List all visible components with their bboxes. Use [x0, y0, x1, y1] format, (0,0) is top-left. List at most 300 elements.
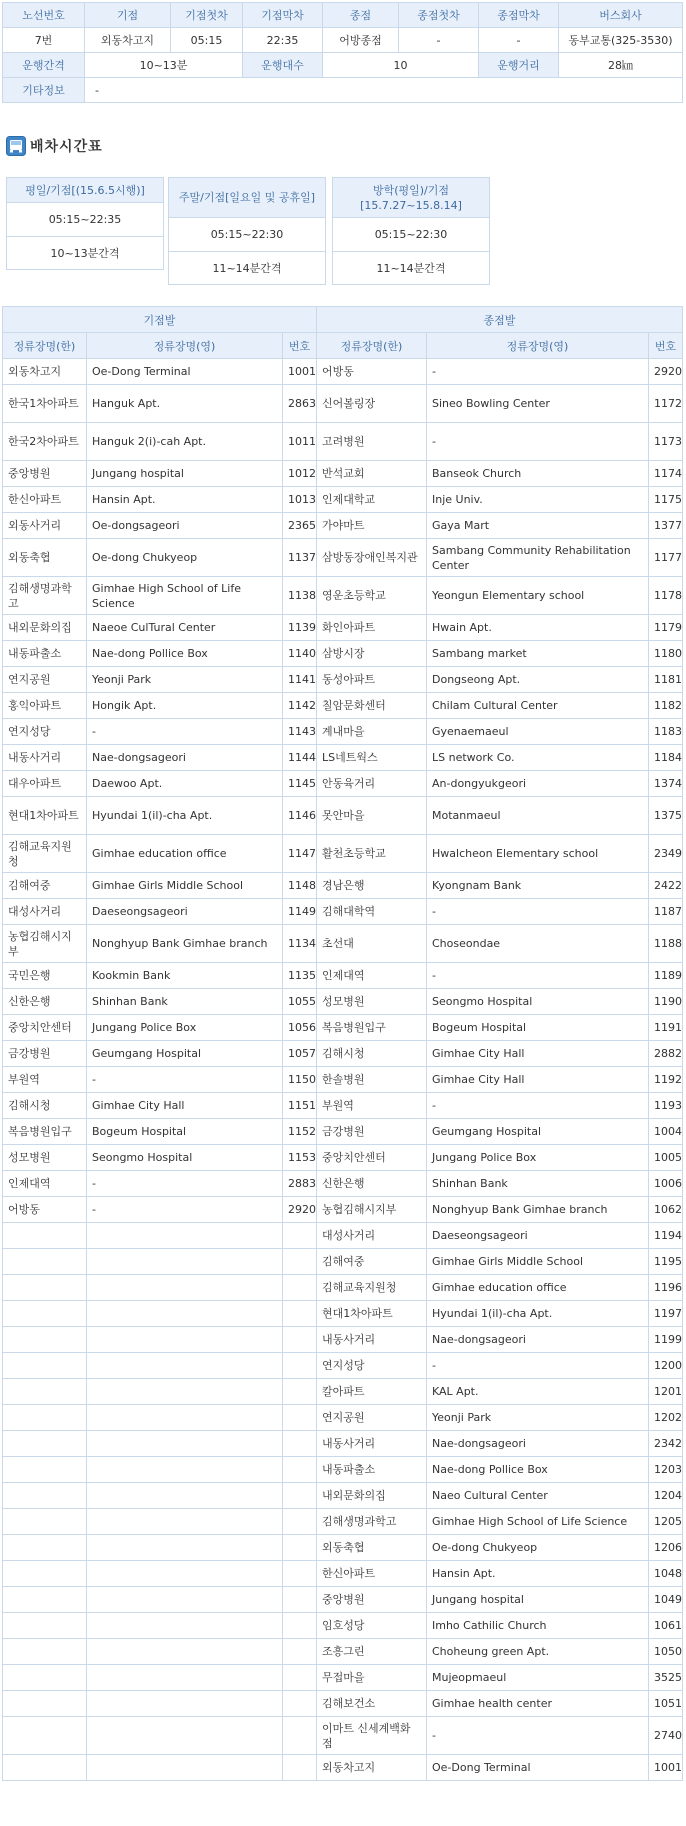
- terminus-stop-name-kr: 대성사거리: [317, 1223, 427, 1249]
- table-row: [3, 577, 683, 615]
- route-number: 7번: [3, 28, 85, 53]
- origin-stop-name-kr: [3, 1353, 87, 1379]
- origin-stop-number: 1012: [283, 461, 317, 487]
- terminus-stop-number: 1048: [649, 1561, 683, 1587]
- terminus-stop-name-kr: 가야마트: [317, 513, 427, 539]
- origin-stop-name-en: [87, 1717, 283, 1755]
- col-header-origin-last: 기점막차: [243, 3, 323, 28]
- origin-stop-name-en: Bogeum Hospital: [87, 1119, 283, 1145]
- origin-stop-number: [283, 1639, 317, 1665]
- origin-stop-name-en: Yeonji Park: [87, 667, 283, 693]
- terminus-stop-number: 1200: [649, 1353, 683, 1379]
- terminus-stop-name-en: -: [427, 423, 649, 461]
- origin-stop-name-en: Gimhae High School of Life Science: [87, 577, 283, 615]
- terminus-stop-name-en: Daeseongsageori: [427, 1223, 649, 1249]
- terminus-stop-name-en: Inje Univ.: [427, 487, 649, 513]
- table-row: [3, 1015, 683, 1041]
- col-header-stop-kr: 정류장명(한): [3, 333, 87, 359]
- origin-stop-name-en: Gimhae City Hall: [87, 1093, 283, 1119]
- table-row: [3, 873, 683, 899]
- terminus-stop-name-kr: 내동파출소: [317, 1457, 427, 1483]
- terminus-stop-name-en: Yeonji Park: [427, 1405, 649, 1431]
- origin-stop-number: 1140: [283, 641, 317, 667]
- origin-stop-name-kr: 김해시청: [3, 1093, 87, 1119]
- terminus-stop-name-en: Choheung green Apt.: [427, 1639, 649, 1665]
- table-row: [3, 771, 683, 797]
- table-row: [3, 1755, 683, 1781]
- terminus-stop-number: 2920: [649, 359, 683, 385]
- origin-stop-name-kr: 대우아파트: [3, 771, 87, 797]
- origin-stop-name-kr: 내동사거리: [3, 745, 87, 771]
- terminus-stop-name-kr: 못안마을: [317, 797, 427, 835]
- terminus-stop: 어방종점: [323, 28, 399, 53]
- count-label: 운행대수: [243, 53, 323, 78]
- origin-stop-name-kr: [3, 1483, 87, 1509]
- table-row: [3, 1561, 683, 1587]
- terminus-stop-name-en: Sineo Bowling Center: [427, 385, 649, 423]
- origin-stop-number: [283, 1691, 317, 1717]
- origin-stop-number: [283, 1717, 317, 1755]
- terminus-stop-number: 1182: [649, 693, 683, 719]
- table-row: [3, 1223, 683, 1249]
- col-header-stop-no: 번호: [649, 333, 683, 359]
- terminus-stop-name-en: Hansin Apt.: [427, 1561, 649, 1587]
- origin-stop-number: [283, 1509, 317, 1535]
- table-row: [3, 1145, 683, 1171]
- col-header-stop-en: 정류장명(영): [87, 333, 283, 359]
- route-info-stats-row: [3, 53, 683, 78]
- terminus-stop-name-en: -: [427, 1093, 649, 1119]
- origin-stop-name-en: [87, 1431, 283, 1457]
- table-row: [3, 1639, 683, 1665]
- terminus-stop-name-kr: 내동사거리: [317, 1327, 427, 1353]
- col-header-route-number: 노선번호: [3, 3, 85, 28]
- origin-stop-number: 1148: [283, 873, 317, 899]
- terminus-stop-number: 1051: [649, 1691, 683, 1717]
- terminus-stop-name-kr: 김해생명과학고: [317, 1509, 427, 1535]
- terminus-stop-number: 2882: [649, 1041, 683, 1067]
- section-title-text: 배차시간표: [30, 139, 103, 155]
- terminus-stop-number: 1191: [649, 1015, 683, 1041]
- origin-stop-name-en: [87, 1509, 283, 1535]
- origin-stop-name-kr: [3, 1613, 87, 1639]
- terminus-stop-name-kr: 농협김해시지부: [317, 1197, 427, 1223]
- col-header-terminus-last: 종점막차: [479, 3, 559, 28]
- table-row: [3, 1691, 683, 1717]
- table-row: [3, 1301, 683, 1327]
- terminus-stop-name-en: Gimhae High School of Life Science: [427, 1509, 649, 1535]
- table-row: [3, 385, 683, 423]
- origin-stop-name-kr: 인제대역: [3, 1171, 87, 1197]
- origin-stop-number: 2863: [283, 385, 317, 423]
- terminus-stop-name-en: Gimhae health center: [427, 1691, 649, 1717]
- origin-stop-name-kr: 내동파출소: [3, 641, 87, 667]
- origin-stop-number: [283, 1535, 317, 1561]
- origin-stop-number: 1057: [283, 1041, 317, 1067]
- table-row: [3, 899, 683, 925]
- origin-stop-name-kr: [3, 1327, 87, 1353]
- terminus-stop-name-en: Choseondae: [427, 925, 649, 963]
- terminus-stop-number: 2342: [649, 1431, 683, 1457]
- col-header-bus-company: 버스회사: [559, 3, 683, 28]
- terminus-stop-name-kr: 중앙치안센터: [317, 1145, 427, 1171]
- terminus-stop-number: 3525: [649, 1665, 683, 1691]
- origin-stop-name-kr: 중앙치안센터: [3, 1015, 87, 1041]
- terminus-stop-name-en: Yeongun Elementary school: [427, 577, 649, 615]
- terminus-stop-name-kr: 칠암문화센터: [317, 693, 427, 719]
- table-row: [3, 1353, 683, 1379]
- origin-stop-name-kr: [3, 1431, 87, 1457]
- terminus-stop-name-en: Hwalcheon Elementary school: [427, 835, 649, 873]
- terminus-stop-number: 1377: [649, 513, 683, 539]
- table-row: [3, 1405, 683, 1431]
- terminus-stop-number: 1062: [649, 1197, 683, 1223]
- origin-stop-number: 1001: [283, 359, 317, 385]
- terminus-stop-name-kr: 신한은행: [317, 1171, 427, 1197]
- table-row: [3, 1613, 683, 1639]
- origin-stop-number: [283, 1249, 317, 1275]
- terminus-stop-name-en: Jungang hospital: [427, 1587, 649, 1613]
- table-row: [3, 1379, 683, 1405]
- table-row: [3, 1587, 683, 1613]
- origin-stop-name-en: Geumgang Hospital: [87, 1041, 283, 1067]
- origin-stop-number: 1138: [283, 577, 317, 615]
- terminus-stop-number: 1195: [649, 1249, 683, 1275]
- origin-stop-name-en: [87, 1301, 283, 1327]
- origin-stop-name-en: [87, 1639, 283, 1665]
- origin-stop-name-kr: [3, 1509, 87, 1535]
- table-row: [3, 1067, 683, 1093]
- table-row: [3, 1665, 683, 1691]
- terminus-stop-name-en: Nae-dongsageori: [427, 1327, 649, 1353]
- terminus-stop-name-kr: 임호성당: [317, 1613, 427, 1639]
- origin-stop-name-en: [87, 1691, 283, 1717]
- terminus-first-bus: -: [399, 28, 479, 53]
- origin-stop-name-kr: [3, 1223, 87, 1249]
- origin-stop-name-en: Nonghyup Bank Gimhae branch: [87, 925, 283, 963]
- col-header-terminus-first: 종점첫차: [399, 3, 479, 28]
- terminus-stop-name-en: Mujeopmaeul: [427, 1665, 649, 1691]
- origin-stop-number: [283, 1353, 317, 1379]
- interval-label: 운행간격: [3, 53, 85, 78]
- schedule-vacation: [332, 177, 490, 285]
- origin-stop-name-en: [87, 1275, 283, 1301]
- table-row: [3, 1171, 683, 1197]
- terminus-stop-name-en: KAL Apt.: [427, 1379, 649, 1405]
- table-row: [3, 963, 683, 989]
- origin-stop-name-en: [87, 1327, 283, 1353]
- terminus-stop-name-kr: 계내마을: [317, 719, 427, 745]
- origin-stop-name-en: Oe-Dong Terminal: [87, 359, 283, 385]
- col-header-terminus: 종점: [323, 3, 399, 28]
- terminus-stop-name-kr: 활천초등학교: [317, 835, 427, 873]
- terminus-stop-number: 1196: [649, 1275, 683, 1301]
- terminus-stop-number: 1197: [649, 1301, 683, 1327]
- origin-stop-name-en: [87, 1755, 283, 1781]
- origin-stop-number: 1134: [283, 925, 317, 963]
- origin-stop-name-kr: 국민은행: [3, 963, 87, 989]
- origin-stop-name-kr: 내외문화의집: [3, 615, 87, 641]
- origin-stop-number: 1145: [283, 771, 317, 797]
- origin-stop-name-kr: 농협김해시지부: [3, 925, 87, 963]
- schedule-weekday-title: 평일/기점[(15.6.5시행)]: [7, 178, 164, 203]
- schedule-weekend-title: 주말/기점[일요일 및 공휴일]: [169, 178, 326, 218]
- interval-value: 10~13분: [85, 53, 243, 78]
- origin-stop-name-kr: [3, 1301, 87, 1327]
- origin-stop-number: [283, 1275, 317, 1301]
- terminus-stop-name-en: Nae-dong Pollice Box: [427, 1457, 649, 1483]
- origin-stop-name-kr: 홍익아파트: [3, 693, 87, 719]
- terminus-stop-number: 1201: [649, 1379, 683, 1405]
- terminus-stop-number: 1178: [649, 577, 683, 615]
- table-row: [3, 1431, 683, 1457]
- terminus-stop-number: 1206: [649, 1535, 683, 1561]
- origin-stop-number: 1150: [283, 1067, 317, 1093]
- origin-stop-number: 1141: [283, 667, 317, 693]
- origin-stop-number: [283, 1457, 317, 1483]
- terminus-stop-name-en: Hwain Apt.: [427, 615, 649, 641]
- table-row: [3, 1249, 683, 1275]
- terminus-stop-name-kr: 외동차고지: [317, 1755, 427, 1781]
- terminus-stop-name-kr: 무접마을: [317, 1665, 427, 1691]
- table-row: [3, 1457, 683, 1483]
- origin-stop-number: 1152: [283, 1119, 317, 1145]
- origin-stop-name-en: -: [87, 1067, 283, 1093]
- table-row: [3, 487, 683, 513]
- table-row: [3, 1119, 683, 1145]
- schedule-weekday-interval: 10~13분간격: [7, 237, 164, 270]
- terminus-stop-name-kr: 동성아파트: [317, 667, 427, 693]
- origin-stop-name-en: Kookmin Bank: [87, 963, 283, 989]
- terminus-stop-number: 1183: [649, 719, 683, 745]
- terminus-stop-name-kr: 내외문화의집: [317, 1483, 427, 1509]
- terminus-stop-number: 1187: [649, 899, 683, 925]
- terminus-stop-name-en: Sambang market: [427, 641, 649, 667]
- table-row: [3, 797, 683, 835]
- origin-stop-number: 2920: [283, 1197, 317, 1223]
- origin-stop-name-en: [87, 1223, 283, 1249]
- terminus-stop-name-kr: 삼방동장애인복지관: [317, 539, 427, 577]
- terminus-stop-number: 1199: [649, 1327, 683, 1353]
- origin-stop-name-kr: 금강병원: [3, 1041, 87, 1067]
- origin-stop-number: [283, 1483, 317, 1509]
- table-row: [3, 641, 683, 667]
- origin-stop-name-kr: 중앙병원: [3, 461, 87, 487]
- origin-stop-name-kr: [3, 1755, 87, 1781]
- terminus-stop-name-kr: LS네트웍스: [317, 745, 427, 771]
- etc-value: -: [85, 78, 683, 103]
- origin-stop-number: [283, 1379, 317, 1405]
- terminus-stop-name-en: Gimhae City Hall: [427, 1067, 649, 1093]
- origin-stop-name-kr: [3, 1587, 87, 1613]
- terminus-stop-name-kr: 김해보건소: [317, 1691, 427, 1717]
- origin-stop-name-kr: 한국1차아파트: [3, 385, 87, 423]
- origin-stop-name-en: Oe-dongsageori: [87, 513, 283, 539]
- stops-body: [3, 359, 683, 1781]
- origin-stop-name-en: Hyundai 1(il)-cha Apt.: [87, 797, 283, 835]
- table-row: [3, 719, 683, 745]
- col-header-origin: 기점: [85, 3, 171, 28]
- origin-stop-number: [283, 1223, 317, 1249]
- terminus-stop-number: 1172: [649, 385, 683, 423]
- origin-stop-name-en: [87, 1457, 283, 1483]
- terminus-stop-number: 1001: [649, 1755, 683, 1781]
- origin-stop-number: 2365: [283, 513, 317, 539]
- terminus-stop-number: 1177: [649, 539, 683, 577]
- schedule-weekend-time: 05:15~22:30: [169, 218, 326, 252]
- origin-stop-name-en: Hanguk Apt.: [87, 385, 283, 423]
- stops-table: [2, 306, 683, 1781]
- terminus-stop-number: 1061: [649, 1613, 683, 1639]
- terminus-stop-name-kr: 인제대역: [317, 963, 427, 989]
- terminus-stop-number: 1004: [649, 1119, 683, 1145]
- terminus-stop-number: 2740: [649, 1717, 683, 1755]
- origin-stop-name-en: [87, 1535, 283, 1561]
- origin-stop-number: [283, 1755, 317, 1781]
- origin-stop-number: 1011: [283, 423, 317, 461]
- terminus-stop-name-kr: 내동사거리: [317, 1431, 427, 1457]
- origin-stop-name-kr: 어방동: [3, 1197, 87, 1223]
- origin-stop-number: [283, 1301, 317, 1327]
- origin-stop-name-kr: [3, 1665, 87, 1691]
- terminus-stop-name-kr: 어방동: [317, 359, 427, 385]
- terminus-stop-name-kr: 중앙병원: [317, 1587, 427, 1613]
- terminus-stop-number: 1184: [649, 745, 683, 771]
- origin-stop-name-kr: 대성사거리: [3, 899, 87, 925]
- table-row: [3, 461, 683, 487]
- origin-stop-name-en: Hansin Apt.: [87, 487, 283, 513]
- terminus-stop-name-kr: 영운초등학교: [317, 577, 427, 615]
- origin-stop-number: 2883: [283, 1171, 317, 1197]
- terminus-stop-number: 1204: [649, 1483, 683, 1509]
- origin-stop-name-en: Naeoe CulTural Center: [87, 615, 283, 641]
- terminus-stop-name-en: Naeo Cultural Center: [427, 1483, 649, 1509]
- bus-icon: [6, 136, 26, 156]
- terminus-stop-name-kr: 화인아파트: [317, 615, 427, 641]
- terminus-stop-number: 1190: [649, 989, 683, 1015]
- count-value: 10: [323, 53, 479, 78]
- terminus-stop-name-kr: 안동육거리: [317, 771, 427, 797]
- origin-stop-name-en: Jungang Police Box: [87, 1015, 283, 1041]
- origin-stop-name-en: -: [87, 1171, 283, 1197]
- origin-stop-name-en: -: [87, 719, 283, 745]
- terminus-stop-name-kr: 현대1차아파트: [317, 1301, 427, 1327]
- col-header-stop-kr: 정류장명(한): [317, 333, 427, 359]
- terminus-stop-name-en: Dongseong Apt.: [427, 667, 649, 693]
- route-info-etc-row: [3, 78, 683, 103]
- origin-stop-number: [283, 1405, 317, 1431]
- origin-stop-name-en: [87, 1613, 283, 1639]
- origin-stop-name-kr: 연지성당: [3, 719, 87, 745]
- origin-stop-number: [283, 1587, 317, 1613]
- terminus-stop-name-en: -: [427, 1717, 649, 1755]
- terminus-stop-name-kr: 경남은행: [317, 873, 427, 899]
- terminus-stop-number: 1374: [649, 771, 683, 797]
- terminus-stop-name-en: Gimhae Girls Middle School: [427, 1249, 649, 1275]
- table-row: [3, 667, 683, 693]
- origin-stop-name-kr: [3, 1457, 87, 1483]
- col-header-origin-first: 기점첫차: [171, 3, 243, 28]
- origin-stop-number: [283, 1327, 317, 1353]
- schedule-weekday: [6, 177, 164, 270]
- origin-stop-name-en: [87, 1483, 283, 1509]
- terminus-stop-name-kr: 이마트 신세계백화점: [317, 1717, 427, 1755]
- origin-stop-name-kr: 한국2차아파트: [3, 423, 87, 461]
- route-info-header-row: [3, 3, 683, 28]
- table-row: [3, 359, 683, 385]
- origin-stop-number: 1056: [283, 1015, 317, 1041]
- terminus-stop-number: 1180: [649, 641, 683, 667]
- terminus-stop-number: 1193: [649, 1093, 683, 1119]
- origin-stop-name-en: Gimhae education office: [87, 835, 283, 873]
- origin-stop-name-kr: [3, 1561, 87, 1587]
- origin-stop-name-kr: 김해생명과학고: [3, 577, 87, 615]
- schedule-weekend-interval: 11~14분간격: [169, 252, 326, 285]
- table-row: [3, 1197, 683, 1223]
- table-row: [3, 1509, 683, 1535]
- terminus-stop-name-kr: 삼방시장: [317, 641, 427, 667]
- terminus-stop-name-kr: 연지공원: [317, 1405, 427, 1431]
- etc-label: 기타정보: [3, 78, 85, 103]
- terminus-stop-name-en: Motanmaeul: [427, 797, 649, 835]
- terminus-stop-name-en: Gyenaemaeul: [427, 719, 649, 745]
- origin-stop-name-en: Nae-dong Pollice Box: [87, 641, 283, 667]
- table-row: [3, 1093, 683, 1119]
- origin-stop-name-kr: 복음병원입구: [3, 1119, 87, 1145]
- origin-departure-header: 기점발: [3, 307, 317, 333]
- origin-stop-name-en: Hanguk 2(i)-cah Apt.: [87, 423, 283, 461]
- origin-stop-name-kr: [3, 1691, 87, 1717]
- table-row: [3, 693, 683, 719]
- origin-stop-name-kr: 현대1차아파트: [3, 797, 87, 835]
- table-row: [3, 423, 683, 461]
- origin-stop-name-en: Gimhae Girls Middle School: [87, 873, 283, 899]
- terminus-last-bus: -: [479, 28, 559, 53]
- terminus-stop-name-kr: 신어볼링장: [317, 385, 427, 423]
- terminus-stop-name-en: -: [427, 963, 649, 989]
- origin-stop-name-kr: 부원역: [3, 1067, 87, 1093]
- table-row: [3, 1327, 683, 1353]
- terminus-stop-name-kr: 반석교회: [317, 461, 427, 487]
- origin-stop-name-kr: [3, 1249, 87, 1275]
- table-row: [3, 1041, 683, 1067]
- origin-stop-name-en: [87, 1665, 283, 1691]
- terminus-stop-number: 1188: [649, 925, 683, 963]
- col-header-stop-no: 번호: [283, 333, 317, 359]
- table-row: [3, 1535, 683, 1561]
- origin-stop-name-en: Shinhan Bank: [87, 989, 283, 1015]
- terminus-stop-name-kr: 김해대학역: [317, 899, 427, 925]
- schedule-vacation-interval: 11~14분간격: [333, 252, 490, 285]
- origin-stop-name-kr: [3, 1405, 87, 1431]
- terminus-stop-name-kr: 성모병원: [317, 989, 427, 1015]
- table-row: [3, 745, 683, 771]
- origin-stop-name-en: [87, 1561, 283, 1587]
- terminus-stop-name-en: Chilam Cultural Center: [427, 693, 649, 719]
- terminus-stop-name-en: An-dongyukgeori: [427, 771, 649, 797]
- origin-stop-number: [283, 1613, 317, 1639]
- origin-stop-name-en: Oe-dong Chukyeop: [87, 539, 283, 577]
- terminus-stop-number: 1203: [649, 1457, 683, 1483]
- terminus-stop-name-kr: 부원역: [317, 1093, 427, 1119]
- origin-stop-name-en: Jungang hospital: [87, 461, 283, 487]
- distance-label: 운행거리: [479, 53, 559, 78]
- table-row: [3, 925, 683, 963]
- origin-stop-name-kr: [3, 1535, 87, 1561]
- terminus-stop-number: 1173: [649, 423, 683, 461]
- origin-stop-number: 1135: [283, 963, 317, 989]
- section-title: [6, 136, 103, 156]
